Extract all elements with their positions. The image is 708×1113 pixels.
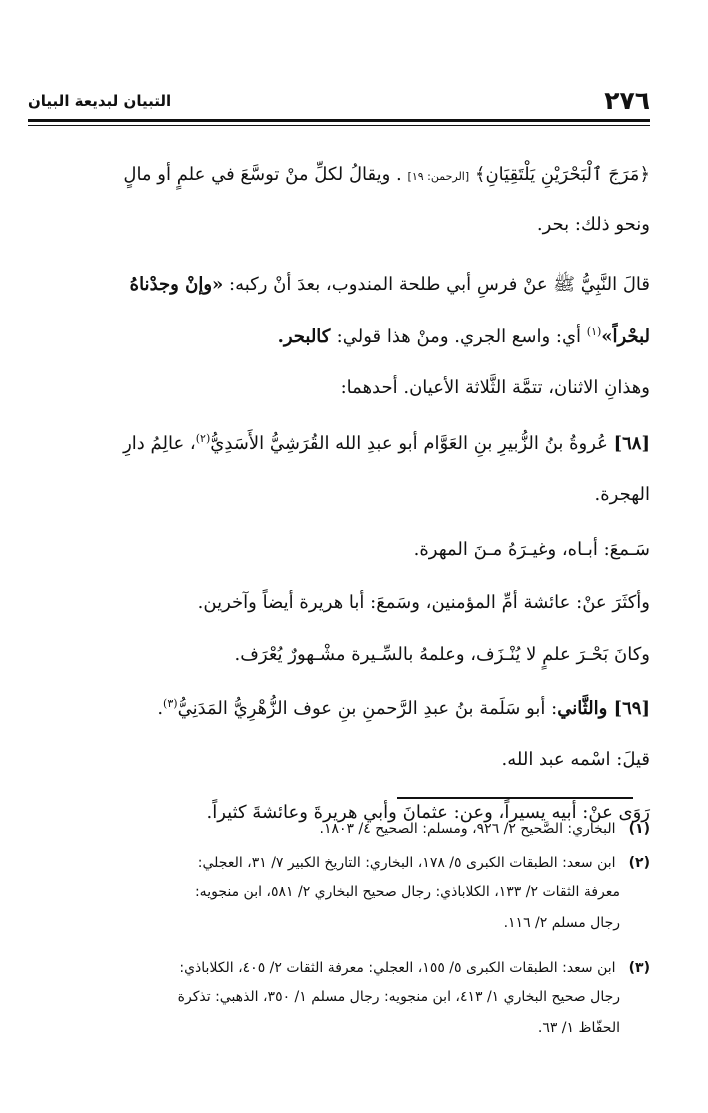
footnote-3: (٣) ابن سعد: الطبقات الكبرى ٥/ ١٥٥، العجلي: معرفة الثقات ٢/ ٤٠٥، الكلاباذي: bbox=[179, 960, 650, 976]
entry-69: [٦٩] والثَّاني: أبو سَلَمة بنُ عبدِ الرَّحمنِ بنِ عوف الزُّهْرِيُّ المَدَنِيُّ$^{(٣)}$. bbox=[157, 697, 650, 719]
text-line-5: وهذانِ الاثنان، تتمَّة الثَّلاثة الأعيان. أحدهما: bbox=[340, 377, 650, 398]
hadith-quote: «وإنْ وجدْناهُ bbox=[129, 274, 224, 295]
footnote-marker-1: (١) bbox=[586, 325, 602, 338]
footnote-marker-3: (٣) bbox=[163, 697, 178, 710]
text-line-12: قيلَ: اسْمه عبد الله. bbox=[501, 749, 650, 770]
text-line-1: ﴿مَرَجَ ٱلْبَحْرَيْنِ يَلْتَقِيَانِ﴾ [الرحمن: ١٩] . ويقالُ لكلِّ منْ توسَّعَ في علمٍ أو مالٍ bbox=[123, 164, 650, 185]
footnote-marker-2: (٢) bbox=[195, 432, 211, 445]
text-line-2: ونحو ذلك: بحر. bbox=[536, 214, 650, 235]
footnote-3-line-2: رجال صحيح البخاري ١/ ٤١٣، ابن منجويه: رجال مسلم ١/ ٣٥٠، الذهبي: تذكرة bbox=[177, 989, 620, 1005]
verse-reference: [الرحمن: ١٩] bbox=[407, 170, 470, 183]
text-line-7: الهجرة. bbox=[594, 484, 650, 505]
header-rule-thin bbox=[28, 125, 650, 126]
text-line-10: وكانَ بَحْـرَ علمٍ لا يُنْـزَف، وعلمهُ بالسِّـيرة مشْـهورٌ يُعْرَف. bbox=[234, 644, 650, 665]
running-title: التبيان لبديعة البيان bbox=[28, 92, 172, 110]
text-line-3: قالَ النَّبِيُّ ﷺ عنْ فرسِ أبي طلحة المندوب، بعدَ أنْ ركبه: «وإنْ وجدْناهُ bbox=[129, 274, 650, 295]
page-number: ٢٧٦ bbox=[604, 86, 650, 115]
entry-68: [٦٨] عُروةُ بنُ الزُّبيرِ بنِ العَوَّام أبو عبدِ الله القُرَشِيُّ الأَسَدِيُّ$^{(٢)}$، عالِمُ دارِ bbox=[123, 432, 650, 454]
header-rule-thick bbox=[28, 119, 650, 122]
page-header bbox=[28, 86, 650, 116]
text-line-13: رَوَى عنْ: أبيه يسيراً، وعن: عثمانَ وأبي هريرةَ وعائشةَ كثيراً. bbox=[206, 802, 650, 823]
text-line-8: سَـمعَ: أبـاه، وغيـرَهُ مـنَ المهرة. bbox=[413, 539, 650, 560]
footnote-2: (٢) ابن سعد: الطبقات الكبرى ٥/ ١٧٨، البخاري: التاريخ الكبير ٧/ ٣١، العجلي: bbox=[197, 855, 650, 871]
quran-verse: ﴿مَرَجَ ٱلْبَحْرَيْنِ يَلْتَقِيَانِ﴾ bbox=[474, 164, 650, 185]
footnote-3-line-3: الحفّاظ ١/ ٦٣. bbox=[537, 1020, 620, 1036]
footnote-2-line-3: رجال مسلم ٢/ ١١٦. bbox=[503, 915, 620, 931]
footnote-2-line-2: معرفة الثقات ٢/ ١٣٣، الكلاباذي: رجال صحيح البخاري ٢/ ٥٨١، ابن منجويه: bbox=[194, 884, 620, 900]
entry-number-69: [٦٩] bbox=[613, 698, 650, 719]
text-line-9: وأكثَرَ عنْ: عائشة أمِّ المؤمنين، وسَمعَ: أبا هريرة أيضاً وآخرين. bbox=[197, 592, 650, 613]
footnote-1: (١) البخاري: الصَّحيح ٢/ ٩٢٦، ومسلم: الصحيح ٤/ ١٨٠٣. bbox=[319, 821, 650, 837]
entry-number-68: [٦٨] bbox=[613, 433, 650, 454]
text-line-4: لبحْراً»$^{(١)}$ أي: واسع الجري. ومنْ هذا قولي: كالبحر. bbox=[277, 325, 650, 347]
footnote-divider bbox=[397, 797, 633, 799]
